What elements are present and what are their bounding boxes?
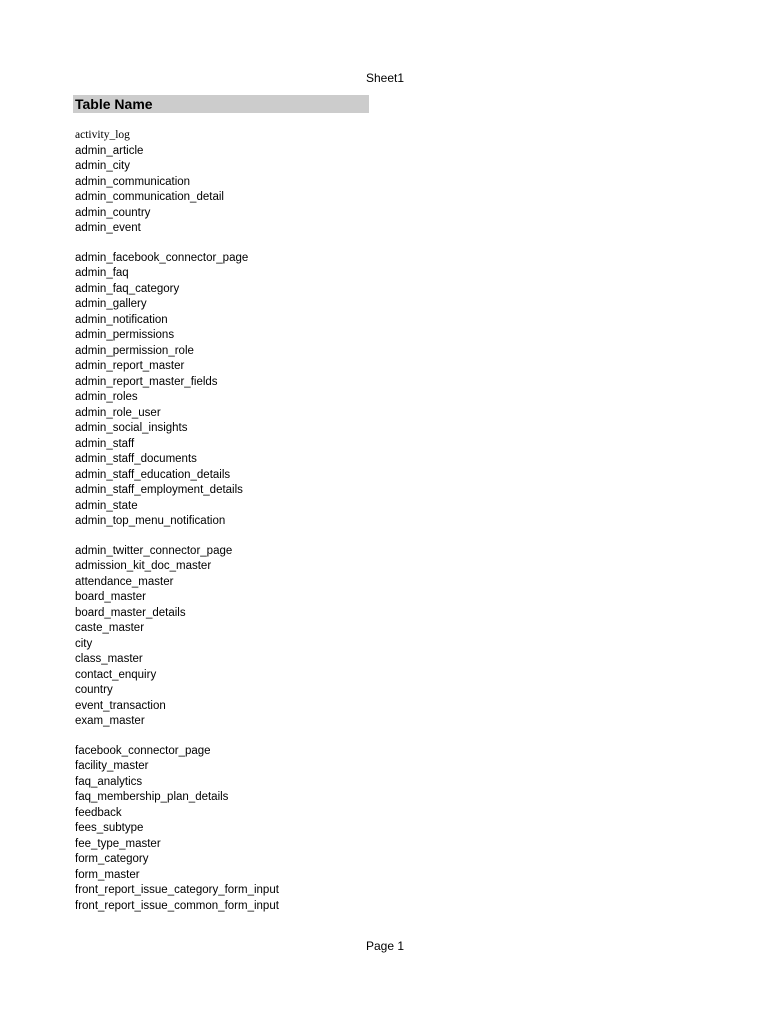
table-row: admin_staff_documents [75, 453, 197, 465]
table-row: class_master [75, 653, 143, 665]
table-row: admin_faq [75, 267, 129, 279]
table-row: admin_state [75, 499, 138, 512]
table-row: admin_article [75, 144, 144, 157]
table-row: admin_notification [75, 313, 168, 326]
table-row: admin_permission_role [75, 344, 194, 357]
table-row: front_report_issue_category_form_input [75, 884, 279, 896]
table-row: country [75, 684, 113, 696]
table-row: form_category [75, 853, 149, 865]
table-row: admin_gallery [75, 298, 147, 310]
table-row: activity_log [75, 129, 130, 141]
table-name-list [75, 128, 279, 914]
table-row: exam_master [75, 715, 145, 727]
table-row: attendance_master [75, 575, 174, 588]
table-row: board_master_details [75, 606, 186, 619]
table-row: faq_membership_plan_details [75, 791, 229, 803]
table-row: admission_kit_doc_master [75, 560, 212, 572]
table-row: admin_event [75, 222, 141, 234]
table-row: facebook_connector_page [75, 744, 211, 757]
table-row: admin_report_master_fields [75, 375, 218, 388]
table-row: admin_social_insights [75, 422, 188, 434]
table-row: admin_facebook_connector_page [75, 251, 249, 264]
table-row: facility_master [75, 760, 149, 772]
table-row: admin_roles [75, 391, 138, 403]
table-row: admin_faq_category [75, 282, 180, 295]
table-row: fees_subtype [75, 822, 144, 834]
table-row: admin_role_user [75, 406, 161, 419]
table-row: city [75, 637, 93, 650]
table-row: admin_communication [75, 175, 191, 188]
table-row: admin_report_master [75, 360, 185, 372]
table-row: admin_staff_employment_details [75, 484, 243, 496]
page-number: Page 1 [365, 939, 405, 953]
table-row: admin_communication_detail [75, 191, 224, 203]
column-header-table-name: Table Name [73, 95, 369, 113]
table-row: feedback [75, 806, 122, 819]
table-row: front_report_issue_common_form_input [75, 899, 279, 912]
table-row: faq_analytics [75, 775, 143, 788]
table-row: contact_enquiry [75, 668, 157, 681]
table-row: admin_top_menu_notification [75, 515, 226, 527]
table-row: admin_city [75, 160, 130, 172]
table-row: admin_staff_education_details [75, 468, 231, 481]
table-row: fee_type_master [75, 837, 161, 850]
table-row: admin_twitter_connector_page [75, 544, 233, 557]
table-row: admin_permissions [75, 329, 175, 341]
sheet-title: Sheet1 [365, 71, 405, 85]
table-row: admin_country [75, 206, 151, 219]
table-row: form_master [75, 868, 140, 881]
table-row: caste_master [75, 622, 145, 634]
table-row: admin_staff [75, 437, 135, 450]
table-row: board_master [75, 591, 146, 603]
table-row: event_transaction [75, 699, 166, 712]
